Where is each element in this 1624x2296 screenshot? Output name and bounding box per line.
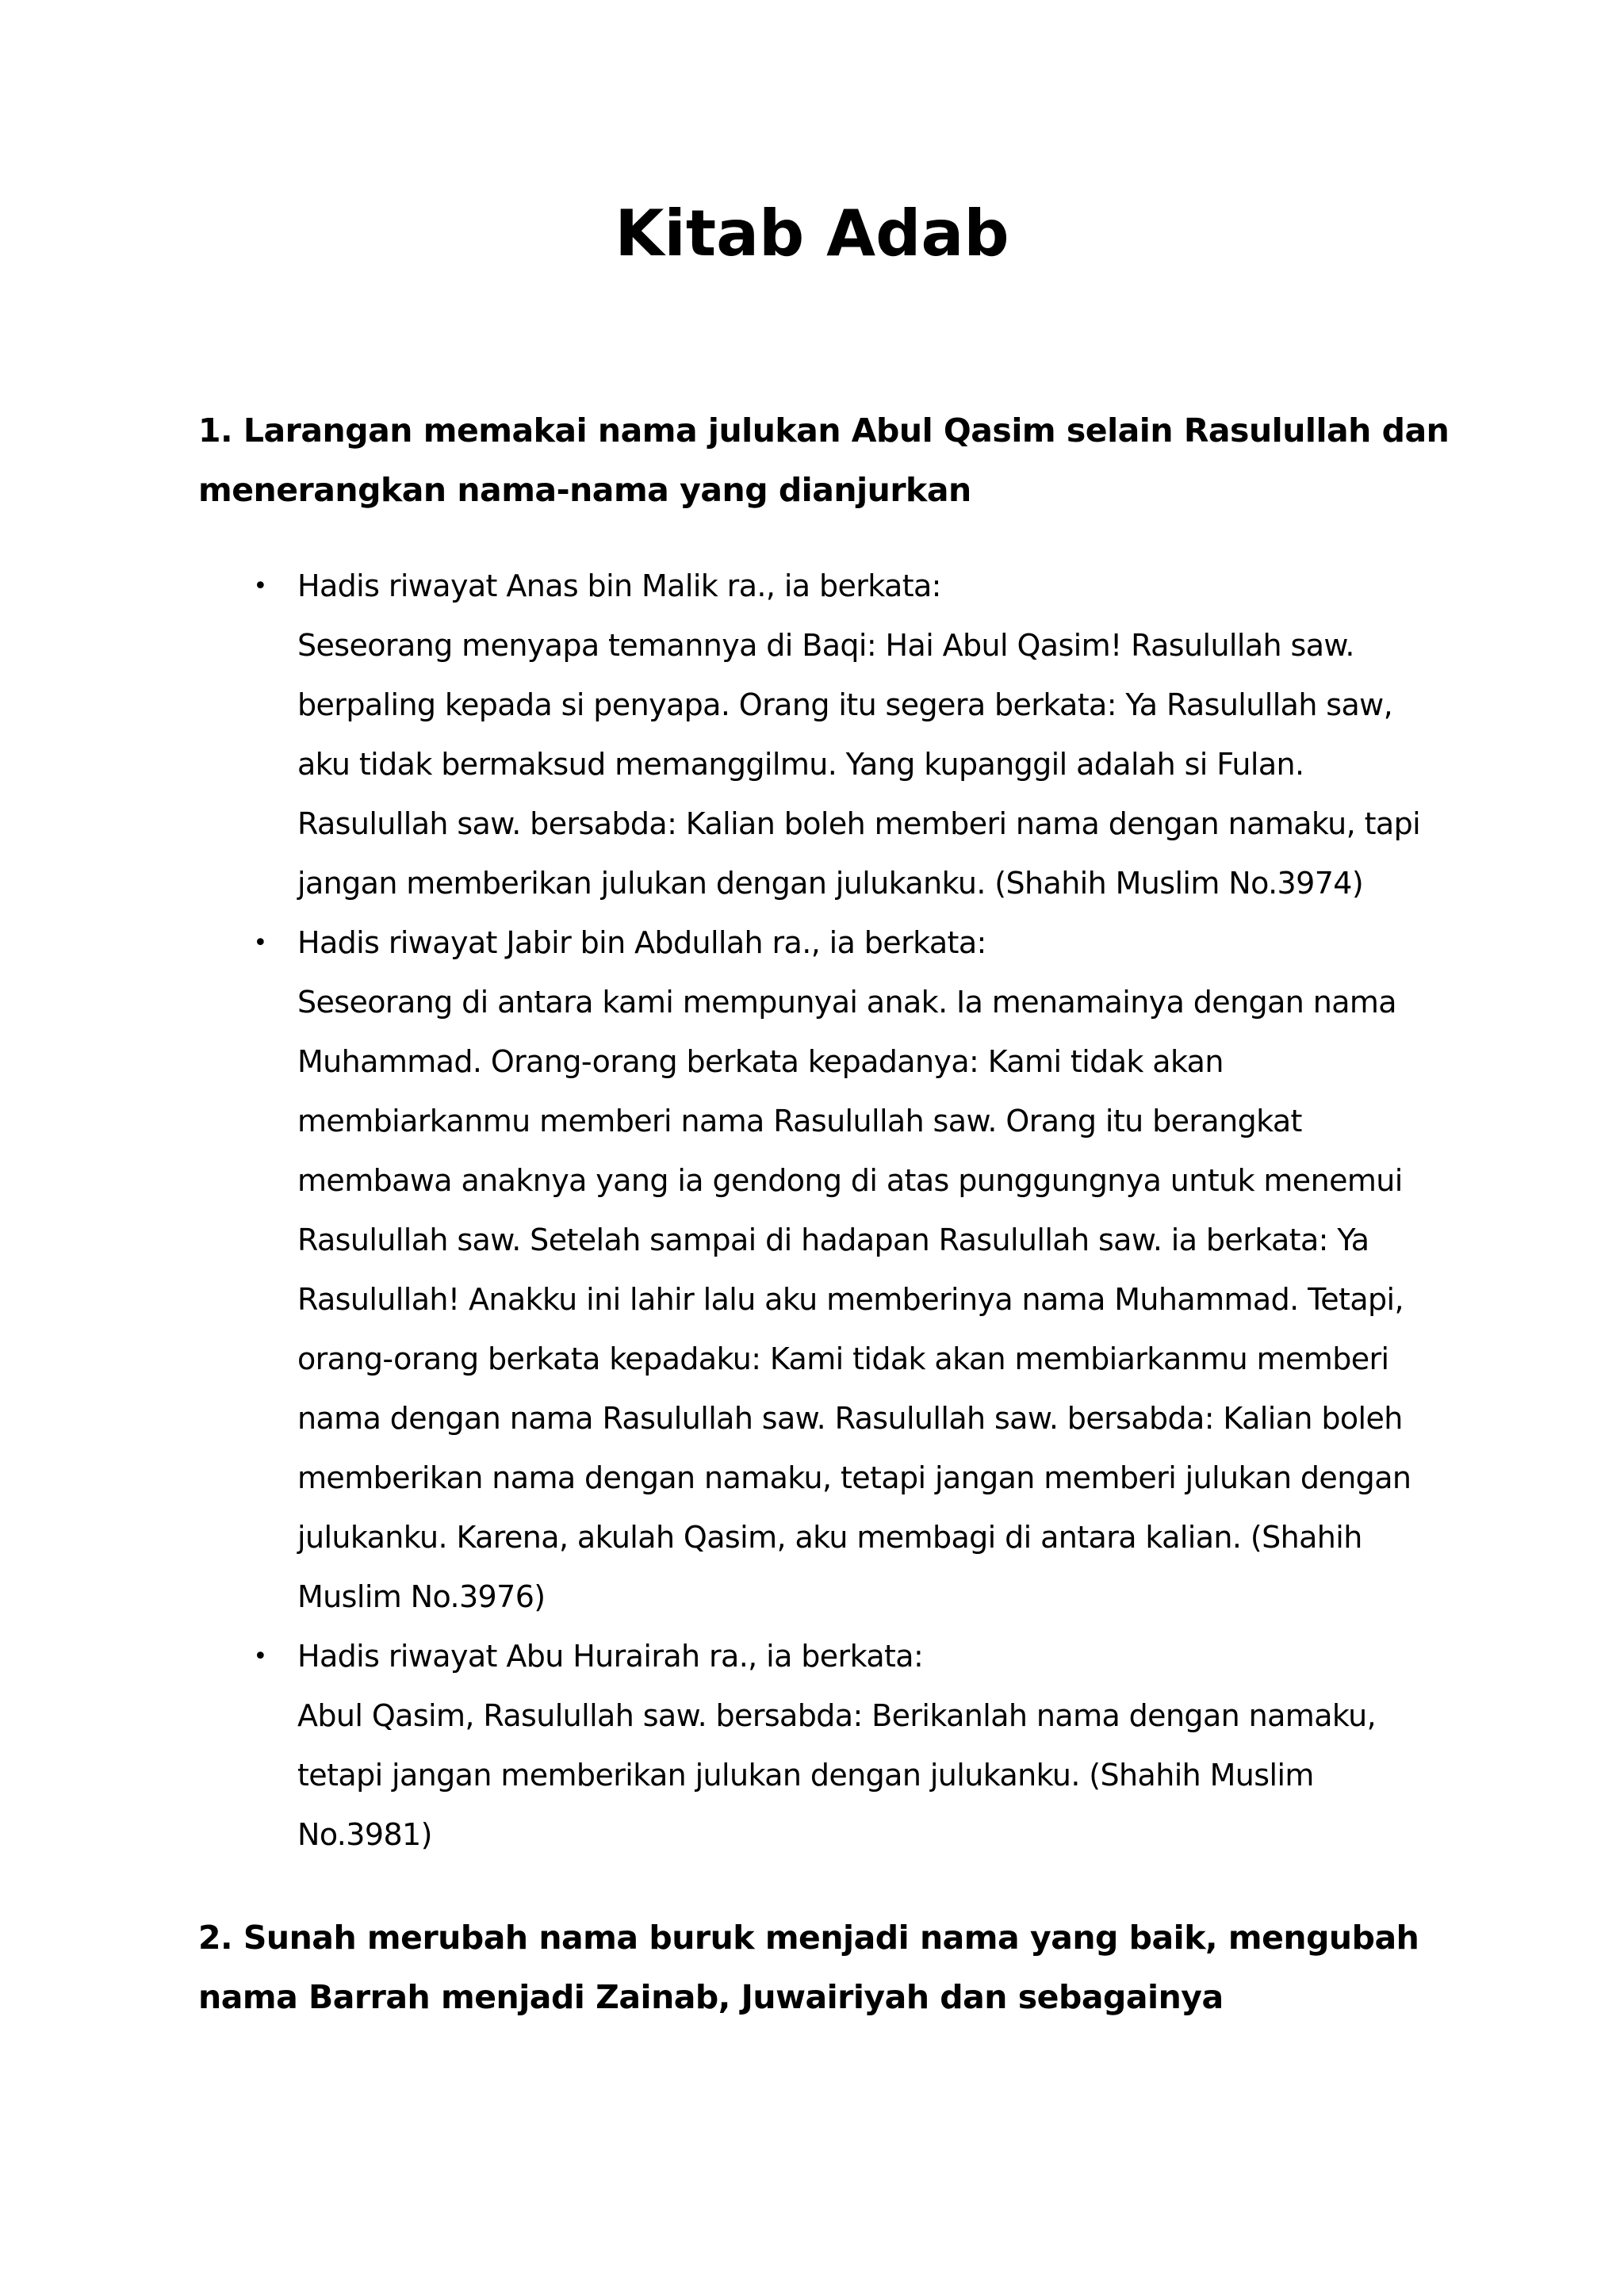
hadith-item-anas — [198, 557, 1435, 913]
hadith-list — [198, 557, 1435, 1865]
hadith-body: Seseorang menyapa temannya di Baqi: Hai Abul Qasim! Rasulullah saw. berpaling kepada si penyapa. Orang itu segera berkata: Ya Rasulullah saw, aku tidak bermaksud memanggilmu. Yang kupanggil adalah si Fulan. Rasulullah saw. bersabda: Kalian boleh memberi nama dengan namaku, tapi jangan memberikan julukan dengan julukanku. (Shahih Muslim No.3974) — [297, 628, 1421, 901]
section-heading-2: 2. Sunah merubah nama buruk menjadi nama yang baik, mengubah nama Barrah menjadi Zainab, Juwairiyah dan sebagainya — [198, 1919, 1419, 2016]
bullet-icon: • — [253, 929, 267, 957]
hadith-intro: Hadis riwayat Abu Hurairah ra., ia berkata: — [297, 1639, 924, 1674]
bullet-icon: • — [253, 572, 267, 600]
section-heading-1: 1. Larangan memakai nama julukan Abul Qasim selain Rasulullah dan menerangkan nama-nama yang dianjurkan — [198, 411, 1450, 509]
hadith-body: Seseorang di antara kami mempunyai anak. Ia menamainya dengan nama Muhammad. Orang-orang berkata kepadanya: Kami tidak akan membiarkanmu memberi nama Rasulullah saw. Orang itu berangkat membawa anaknya yang ia gendong di atas punggungnya untuk menemui Rasulullah saw. Setelah sampai di hadapan Rasulullah saw. ia berkata: Ya Rasulullah! Anakku ini lahir lalu aku memberinya nama Muhammad. Tetapi, orang-orang berkata kepadaku: Kami tidak akan membiarkanmu memberi nama dengan nama Rasulullah saw. Rasulullah saw. bersabda: Kalian boleh memberikan nama dengan namaku, tetapi jangan memberi julukan dengan julukanku. Karena, akulah Qasim, aku membagi di antara kalian. (Shahih Muslim No.3976) — [297, 985, 1411, 1614]
document-title: Kitab Adab — [615, 197, 1009, 270]
hadith-intro: Hadis riwayat Anas bin Malik ra., ia berkata: — [297, 568, 941, 603]
hadith-body: Abul Qasim, Rasulullah saw. bersabda: Berikanlah nama dengan namaku, tetapi jangan memberikan julukan dengan julukanku. (Shahih Muslim No.3981) — [297, 1698, 1377, 1852]
bullet-icon: • — [253, 1643, 267, 1670]
hadith-item-jabir — [198, 913, 1435, 1627]
hadith-item-abu-hurairah — [198, 1627, 1435, 1865]
hadith-intro: Hadis riwayat Jabir bin Abdullah ra., ia berkata: — [297, 925, 986, 960]
